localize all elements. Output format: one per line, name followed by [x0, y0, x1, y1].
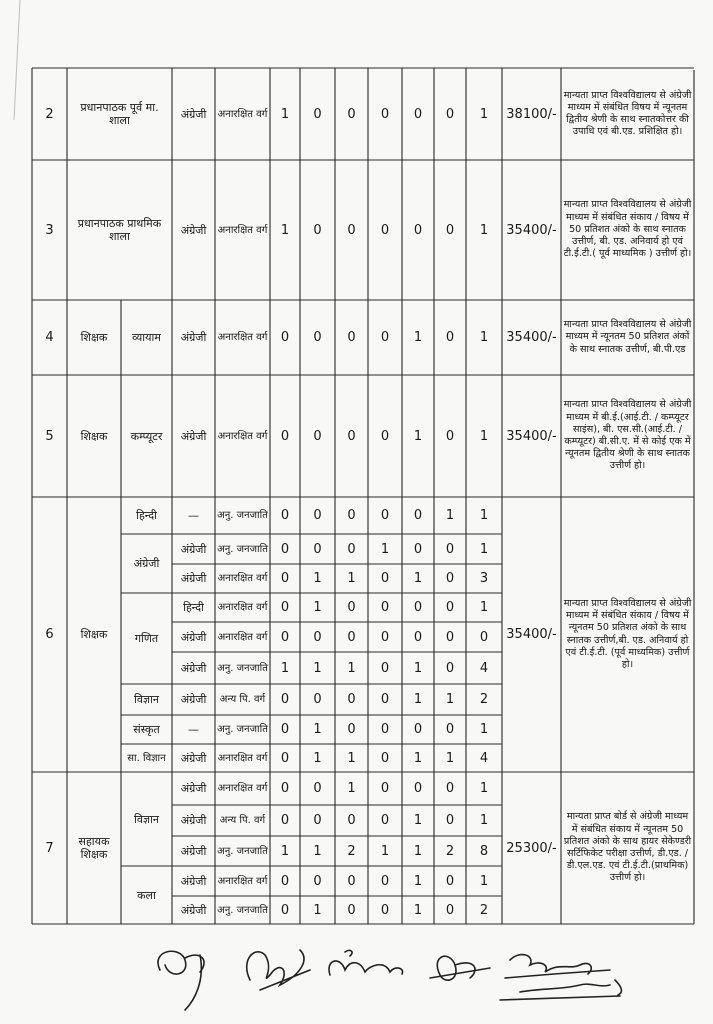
post-name: प्रधानपाठक पूर्व मा. शाला — [80, 101, 159, 127]
category: अनु. जनजाति — [217, 904, 268, 916]
count: 1 — [280, 843, 290, 859]
medium: अंग्रेजी — [180, 572, 207, 585]
medium: हिन्दी — [183, 601, 204, 614]
count: 0 — [347, 106, 356, 122]
count: 1 — [413, 843, 423, 859]
signature-1 — [158, 951, 204, 1010]
count: 0 — [413, 600, 423, 615]
total-count: 2 — [479, 692, 489, 707]
count: 0 — [347, 629, 356, 645]
count: 0 — [413, 106, 423, 122]
count: 0 — [445, 629, 455, 645]
sr-number: 7 — [45, 840, 54, 856]
count: 0 — [445, 428, 455, 444]
count: 1 — [380, 843, 390, 859]
count: 0 — [313, 781, 322, 796]
total-count: 1 — [479, 541, 489, 557]
count: 0 — [280, 600, 290, 615]
subject: व्यायाम — [132, 331, 161, 344]
count: 0 — [280, 781, 290, 796]
total-count: 2 — [479, 902, 489, 918]
total-count: 1 — [479, 428, 489, 444]
count: 1 — [413, 571, 423, 586]
count: 0 — [313, 330, 322, 345]
signature-2 — [247, 950, 310, 990]
category: अनारक्षित वर्ग — [217, 224, 268, 236]
count: 0 — [347, 902, 356, 918]
count: 0 — [380, 428, 390, 444]
total-count: 1 — [479, 106, 489, 122]
qualification: मान्यता प्राप्त बोर्ड से अंग्रेजी माध्यम में संबंधित संकाय में न्यूनतम 50 प्रतिशत अंको के साथ हायर सेकेण्डरी सर्टिफिकेट परीक्षा उत्तीर्ण, डी.एड. / डी.एल.एड. एवं टी.ई.टी.(प्राथमिक) उत्तीर्ण हो। — [563, 811, 692, 884]
subject: विज्ञान — [134, 812, 159, 826]
count: 0 — [280, 428, 290, 444]
total-count: 1 — [479, 722, 489, 737]
count: 1 — [313, 722, 322, 737]
count: 0 — [380, 722, 390, 737]
count: 1 — [445, 750, 455, 766]
count: 1 — [413, 660, 423, 676]
count: 1 — [347, 781, 356, 796]
count: 0 — [280, 722, 290, 737]
count: 1 — [413, 813, 423, 828]
qualification: मान्यता प्राप्त विश्वविद्यालय से अंग्रेजी माध्यम में न्यूनतम 50 प्रतिशत अंकों के साथ स्नातक उत्तीर्ण, बी.पी.एड — [563, 319, 692, 355]
count: 1 — [313, 660, 322, 676]
count: 0 — [347, 692, 356, 707]
pay-scale: 35400/- — [506, 627, 557, 642]
count: 1 — [413, 692, 423, 707]
count: 1 — [413, 873, 423, 889]
medium: अंग्रेजी — [180, 661, 207, 675]
count: 1 — [313, 600, 322, 615]
post-name: सहायक शिक्षक — [78, 835, 110, 861]
medium: अंग्रेजी — [180, 844, 207, 858]
count: 0 — [413, 781, 423, 796]
count: 0 — [380, 508, 390, 523]
medium: अंग्रेजी — [180, 630, 207, 644]
sr-number: 4 — [45, 330, 54, 345]
count: 0 — [413, 222, 423, 238]
count: 0 — [413, 508, 423, 523]
category: अनारक्षित वर्ग — [217, 631, 268, 643]
sr-number: 6 — [45, 627, 54, 642]
medium: अंग्रेजी — [180, 223, 207, 237]
category: अन्य पि. वर्ग — [219, 694, 266, 705]
post-name: शिक्षक — [80, 331, 108, 344]
total-count: 4 — [479, 660, 489, 676]
count: 0 — [347, 600, 356, 615]
count: 0 — [445, 781, 455, 796]
medium: अंग्रेजी — [180, 814, 207, 827]
count: 0 — [413, 629, 423, 645]
total-count: 0 — [479, 629, 489, 645]
medium: अंग्रेजी — [180, 874, 207, 888]
count: 0 — [313, 873, 322, 889]
medium: अंग्रेजी — [180, 331, 207, 344]
medium: अंग्रेजी — [180, 107, 207, 121]
total-count: 1 — [479, 600, 489, 615]
count: 1 — [413, 428, 423, 444]
count: 0 — [280, 750, 290, 766]
count: 0 — [347, 428, 356, 444]
count: 0 — [445, 813, 455, 828]
count: 0 — [347, 722, 356, 737]
count: 0 — [445, 873, 455, 889]
count: 0 — [380, 222, 390, 238]
count: 0 — [280, 541, 290, 557]
category: अनु. जनजाति — [217, 510, 268, 521]
count: 0 — [380, 813, 390, 828]
sr-number: 3 — [45, 222, 54, 238]
count: 1 — [445, 692, 455, 707]
category: अनारक्षित वर्ग — [217, 783, 268, 794]
count: 0 — [380, 571, 390, 586]
count: 0 — [380, 750, 390, 766]
count: 0 — [347, 541, 356, 557]
count: 0 — [380, 629, 390, 645]
count: 0 — [380, 902, 390, 918]
pay-scale: 35400/- — [506, 330, 557, 345]
signatures — [140, 930, 700, 1020]
count: 1 — [313, 571, 322, 586]
medium: अंग्रेजी — [180, 903, 207, 917]
count: 1 — [413, 330, 423, 345]
pay-scale: 35400/- — [506, 222, 557, 238]
count: 0 — [380, 600, 390, 615]
count: 0 — [380, 660, 390, 676]
count: 1 — [280, 660, 290, 676]
qualification: मान्यता प्राप्त विश्वविद्यालय से अंग्रेजी माध्यम में संबंधित संकाय / विषय में 50 प्रतिशत अंको के साथ स्नातक उत्तीर्ण, बी. एड. अनिवार्य हो एवं टी.ई.टी.( पूर्व माध्यमिक ) उत्तीर्ण हो। — [563, 199, 692, 260]
category: अनु. जनजाति — [217, 845, 268, 857]
signature-3 — [329, 950, 403, 975]
subject: गणित — [134, 632, 159, 645]
total-count: 4 — [479, 750, 489, 766]
count: 0 — [445, 902, 455, 918]
count: 0 — [313, 428, 322, 444]
count: 0 — [445, 600, 455, 615]
count: 1 — [313, 750, 322, 766]
sr-number: 5 — [45, 428, 54, 444]
count: 1 — [313, 843, 322, 859]
count: 1 — [413, 902, 423, 918]
count: 1 — [280, 222, 290, 238]
total-count: 3 — [479, 571, 489, 586]
category: अनारक्षित वर्ग — [217, 602, 268, 613]
count: 0 — [280, 902, 290, 918]
count: 0 — [445, 541, 455, 557]
count: 0 — [413, 722, 423, 737]
count: 0 — [445, 660, 455, 676]
count: 1 — [347, 571, 356, 586]
count: 0 — [280, 692, 290, 707]
qualification: मान्यता प्राप्त विश्वविद्यालय से अंग्रेजी माध्यम में बी.ई.(आई.टी. / कम्प्यूटर साइंस), बी. एस.सी.(आई.टी. / कम्प्यूटर) बी.सी.ए. में से कोई एक में न्यूनतम द्वितीय श्रेणी के साथ स्नातक उत्तीर्ण हो। — [563, 399, 692, 472]
count: 0 — [445, 106, 455, 122]
sr-number: 2 — [45, 106, 54, 122]
count: 0 — [445, 571, 455, 586]
count: 1 — [413, 750, 423, 766]
medium: अंग्रेजी — [180, 693, 207, 706]
category: अनारक्षित वर्ग — [217, 430, 268, 442]
count: 0 — [380, 873, 390, 889]
medium: अंग्रेजी — [180, 751, 207, 765]
count: 0 — [413, 541, 423, 557]
count: 0 — [380, 781, 390, 796]
count: 0 — [347, 813, 356, 828]
count: 1 — [347, 750, 356, 766]
count: 0 — [280, 873, 290, 889]
count: 0 — [313, 813, 322, 828]
count: 0 — [445, 330, 455, 345]
pay-scale: 25300/- — [506, 840, 557, 856]
signature-6 — [500, 980, 621, 1000]
count: 0 — [313, 541, 322, 557]
count: 0 — [347, 222, 356, 238]
count: 0 — [280, 508, 290, 523]
medium: अंग्रेजी — [180, 429, 207, 443]
count: 0 — [313, 508, 322, 523]
subject: हिन्दी — [136, 509, 157, 522]
category: अनु. जनजाति — [217, 724, 268, 735]
count: 0 — [313, 106, 322, 122]
category: अनु. जनजाति — [217, 662, 268, 674]
count: 2 — [347, 843, 356, 859]
total-count: 8 — [479, 843, 489, 859]
subject: संस्कृत — [133, 723, 160, 736]
category: अनु. जनजाति — [217, 543, 268, 555]
count: 0 — [347, 508, 356, 523]
count: 1 — [313, 902, 322, 918]
count: 1 — [280, 106, 290, 122]
count: 2 — [445, 843, 455, 859]
medium: अंग्रेजी — [180, 542, 207, 556]
post-name: प्रधानपाठक प्राथमिक शाला — [77, 217, 162, 243]
count: 0 — [280, 571, 290, 586]
medium: — — [188, 723, 199, 736]
count: 0 — [347, 330, 356, 345]
subject: विज्ञान — [134, 693, 159, 706]
category: अनारक्षित वर्ग — [217, 752, 268, 764]
count: 0 — [313, 692, 322, 707]
qualification: मान्यता प्राप्त विश्वविद्यालय से अंग्रेजी माध्यम में संबंधित संकाय / विषय में न्यूनतम 50 प्रतिशत अंको के साथ स्नातक उत्तीर्ण,बी. एड. अनिवार्य हो एवं टी.ई.टी. (पूर्व माध्यमिक) उत्तीर्ण हो। — [563, 597, 692, 670]
count: 0 — [313, 222, 322, 238]
count: 1 — [445, 508, 455, 523]
count: 0 — [280, 629, 290, 645]
count: 0 — [380, 106, 390, 122]
total-count: 1 — [479, 781, 489, 796]
subject: कला — [137, 888, 156, 902]
count: 1 — [347, 660, 356, 676]
total-count: 1 — [479, 813, 489, 828]
total-count: 1 — [479, 508, 489, 523]
count: 0 — [380, 692, 390, 707]
count: 0 — [445, 222, 455, 238]
subject: कम्प्यूटर — [130, 429, 163, 443]
medium: — — [188, 509, 199, 522]
total-count: 1 — [479, 873, 489, 889]
count: 1 — [380, 541, 390, 557]
signature-5 — [505, 955, 610, 978]
count: 0 — [380, 330, 390, 345]
total-count: 1 — [479, 222, 489, 238]
post-name: शिक्षक — [80, 628, 108, 641]
total-count: 1 — [479, 330, 489, 345]
signature-4 — [430, 956, 490, 980]
pay-scale: 38100/- — [506, 106, 557, 122]
subject: अंग्रेजी — [133, 557, 160, 570]
category: अनारक्षित वर्ग — [217, 332, 268, 343]
subject: सा. विज्ञान — [127, 752, 166, 764]
medium: अंग्रेजी — [180, 782, 207, 795]
count: 0 — [313, 629, 322, 645]
category: अनारक्षित वर्ग — [217, 108, 268, 120]
qualification: मान्यता प्राप्त विश्वविद्यालय से अंग्रेजी माध्यम में संबंधित विषय में न्यूनतम द्वितीय श्रेणी के साथ स्नातकोत्तर की उपाधि एवं बी.एड. प्रशिक्षित हो। — [563, 89, 692, 138]
post-name: शिक्षक — [80, 429, 108, 443]
category: अनारक्षित वर्ग — [217, 875, 268, 887]
pay-scale: 35400/- — [506, 428, 557, 444]
count: 0 — [445, 722, 455, 737]
category: अनारक्षित वर्ग — [217, 573, 268, 584]
count: 0 — [280, 813, 290, 828]
count: 0 — [347, 873, 356, 889]
category: अन्य पि. वर्ग — [219, 815, 266, 826]
count: 0 — [280, 330, 290, 345]
